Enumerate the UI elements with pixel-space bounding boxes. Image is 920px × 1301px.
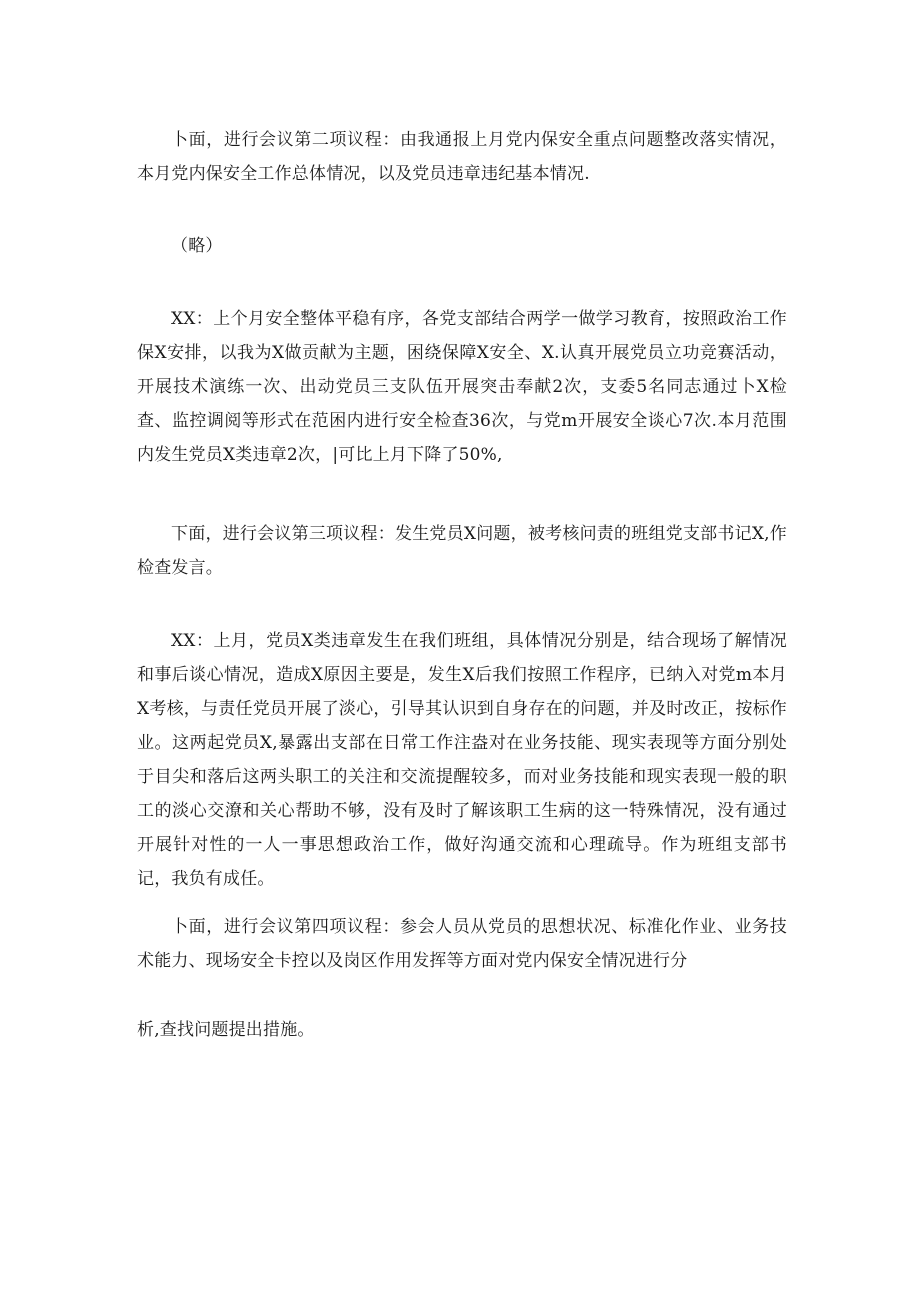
paragraph-closing-line: 析,查找问题提出措施。 — [137, 1020, 315, 1040]
paragraph-agenda-item-3: 下面，进行会议第三项议程：发生党员X问题，被考核问责的班组党支部书记X,作检查发言。 — [137, 524, 787, 578]
paragraph-review-statement: XX：上月，党员X类违章发生在我们班组，具体情况分别是，结合现场了解情况和事后谈心情况，造成X原因主要是，发生X后我们按照工作程序，已纳入对党m本月X考核，与责任党员开展了淡心，引导其认识到自身存在的问题，并及时改正，按标作业。这两起党员X,暴露出支部在日常工作注盎对在业务技能、现实表现等方面分别处于目尖和落后这两头职工的关注和交流提醒较多，而对业务技能和现实表现一般的职工的淡心交潦和关心帮助不够，没有及时了解该职工生病的这一特殊情况，没有通过开展针对性的一人一事思想政治工作，做好沟通交流和心理疏导。作为班组支部书记，我负有成任。 — [137, 631, 787, 889]
paragraph-safety-report: XX：上个月安全整体平稳有序，各党支部结合两学一做学习教育，按照政治工作保X安排，以我为X做贡献为主题，困绕保障X安全、X.认真开展党员立功竞赛活动，开展技术演练一次、出动党员三支队伍开展突击奉献2次，支委5名同志通过卜X检查、监控调阅等形式在范困内进行安全检查36次，与党m开展安全谈心7次.本月范围内发生党员X类违章2次，|可比上月下降了50%, — [137, 309, 787, 465]
paragraph-omitted-note: （略） — [171, 236, 223, 256]
paragraph-agenda-item-4: 卜面，进行会议第四项议程：参会人员从党员的思想状况、标准化作业、业务技术能力、现场安全卡控以及岗区作用发挥等方面对党内保安全情况进行分 — [137, 917, 787, 971]
paragraph-agenda-item-2: 卜面，进行会议第二项议程：由我通报上月党内保安全重点问题整改落实情况，本月党内保安全工作总体情况，以及党员违章违纪基本情况. — [137, 130, 787, 184]
